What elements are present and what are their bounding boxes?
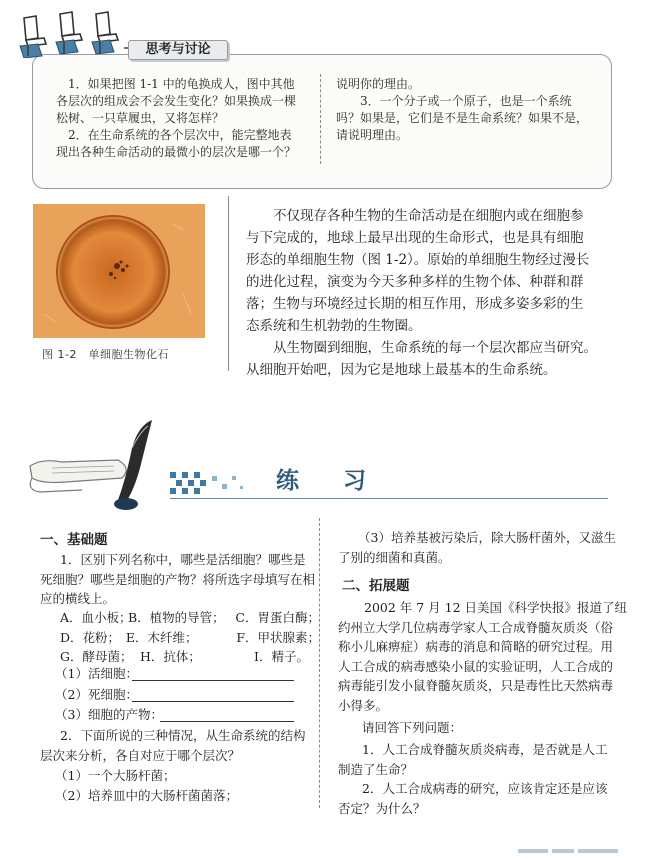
chairs-icon bbox=[18, 8, 138, 58]
option-i: I．精子。 bbox=[254, 649, 309, 664]
q2-line: 2．下面所说的三种情况，从生命系统的结构 bbox=[60, 728, 306, 743]
exercise-title: 练 习 bbox=[276, 468, 385, 494]
discussion-right-text bbox=[336, 76, 588, 144]
basic-q2 bbox=[40, 726, 305, 765]
options-row bbox=[60, 608, 320, 628]
q1-line: 1．区别下列名称中，哪些是活细胞？哪些是 bbox=[60, 552, 306, 567]
discussion-line: 各层次的组成会不会发生变化？如果换成一棵 bbox=[56, 94, 297, 108]
exercise-rule bbox=[170, 498, 608, 499]
column-divider bbox=[319, 518, 320, 808]
discussion-divider bbox=[320, 74, 321, 164]
ext-q-line: 1．人工合成脊髓灰质炎病毒，是否就是人工 bbox=[362, 742, 608, 757]
basic-q1 bbox=[40, 550, 315, 609]
discussion-line: 松树、一只草履虫，又将怎样？ bbox=[56, 111, 225, 125]
body-line: 从生物圈到细胞，生命系统的每一个层次都应当研究。 bbox=[273, 340, 597, 356]
blank-product-label: （3）细胞的产物： bbox=[55, 707, 163, 722]
option-c: C．胃蛋白酶； bbox=[235, 610, 320, 625]
body-paragraphs bbox=[246, 205, 597, 381]
q2-item: （1）一个大肠杆菌； bbox=[55, 768, 176, 783]
discussion-line: 请说明理由。 bbox=[336, 128, 409, 142]
passage-line: 病毒能引发小鼠脊髓灰质炎，只是毒性比天然病毒 bbox=[338, 678, 614, 693]
option-b: B．植物的导管； bbox=[128, 610, 225, 625]
option-g: G．酵母菌； bbox=[60, 649, 133, 664]
passage-line: 称小儿麻痹症）病毒的消息和简略的研究过程。用 bbox=[338, 639, 614, 654]
body-line: 形态的单细胞生物（图 1-2）。原始的单细胞生物经过漫长 bbox=[246, 252, 590, 268]
extension-prompt: 请回答下列问题： bbox=[362, 720, 463, 735]
checker-band-icon bbox=[170, 470, 250, 496]
body-line: 的进化过程，演变为今天多种多样的生物个体、种群和群 bbox=[246, 274, 584, 290]
blank-product-input[interactable] bbox=[160, 721, 294, 722]
blank-dead-label: （2）死细胞： bbox=[55, 687, 138, 702]
ext-q-line: 否定？为什么？ bbox=[338, 800, 426, 816]
passage-line: 人工合成的病毒感染小鼠的实验证明，人工合成的 bbox=[338, 658, 614, 674]
discussion-line: 说明你的理由。 bbox=[336, 77, 421, 91]
extension-passage bbox=[338, 598, 627, 715]
q1-line: 应的横线上。 bbox=[40, 591, 116, 606]
extension-questions bbox=[338, 740, 607, 818]
body-line: 从细胞开始吧，因为它是地球上最基本的生命系统。 bbox=[246, 362, 557, 378]
quill-pen-icon bbox=[22, 418, 172, 514]
blank-live-label: （1）活细胞： bbox=[55, 666, 138, 681]
discussion-line: 1．如果把图 1-1 中的龟换成人，图中其他 bbox=[68, 77, 295, 91]
q1-line: 死细胞？哪些是细胞的产物？将所选字母填写在相 bbox=[40, 571, 316, 587]
passage-line: 约州立大学几位病毒学家人工合成脊髓灰质炎（俗 bbox=[338, 619, 614, 635]
body-line: 态系统和生机勃勃的生物圈。 bbox=[246, 318, 422, 334]
q2-item3-line: （3）培养基被污染后，除大肠杆菌外，又滋生 bbox=[358, 530, 616, 545]
basic-heading: 一、基础题 bbox=[40, 532, 108, 548]
discussion-line: 2．在生命系统的各个层次中，能完整地表 bbox=[68, 128, 292, 142]
discussion-tab: 思考与讨论 bbox=[128, 40, 228, 60]
discussion-line: 吗？如果是，它们是不是生命系统？如果不是， bbox=[336, 111, 589, 125]
ext-q-line: 制造了生命？ bbox=[338, 761, 414, 777]
body-line: 不仅现存各种生物的生命活动是在细胞内或在细胞参 bbox=[273, 208, 584, 224]
option-e: E．木纤维； bbox=[125, 629, 198, 645]
blank-dead-input[interactable] bbox=[132, 701, 294, 702]
q2-item3-line: 了别的细菌和真菌。 bbox=[338, 549, 451, 565]
extension-heading: 二、拓展题 bbox=[342, 578, 410, 594]
option-h: H．抗体； bbox=[140, 649, 201, 664]
option-a: A．血小板； bbox=[60, 610, 132, 625]
discussion-line: 现出各种生命活动的最微小的层次是哪一个？ bbox=[56, 145, 297, 159]
q2-item: （2）培养皿中的大肠杆菌菌落； bbox=[55, 787, 238, 803]
fossil-image bbox=[33, 204, 205, 338]
discussion-line: 3．一个分子或一个原子，也是一个系统 bbox=[360, 94, 572, 108]
options-row bbox=[60, 628, 320, 648]
body-line: 落；生物与环境经过长期的相互作用，形成多姿多彩的生 bbox=[246, 296, 584, 312]
passage-line: 2002 年 7 月 12 日美国《科学快报》报道了纽 bbox=[364, 600, 628, 615]
q2-line: 层次来分析，各自对应于哪个层次？ bbox=[40, 747, 241, 763]
footer-decoration bbox=[518, 848, 638, 854]
passage-line: 小得多。 bbox=[338, 697, 389, 713]
blank-live-input[interactable] bbox=[132, 680, 294, 681]
figure-divider bbox=[228, 196, 229, 371]
option-d: D．花粉； bbox=[60, 629, 121, 645]
ext-q-line: 2．人工合成病毒的研究，应该肯定还是应该 bbox=[362, 781, 608, 796]
q2-item3 bbox=[338, 528, 616, 567]
option-f: F．甲状腺素； bbox=[236, 629, 320, 645]
discussion-left-text bbox=[56, 76, 296, 161]
figure-caption: 图 1-2 单细胞生物化石 bbox=[42, 348, 169, 361]
body-line: 与下完成的，地球上最早出现的生命形式，也是具有细胞 bbox=[246, 230, 584, 246]
q2-items bbox=[55, 766, 238, 805]
options-grid bbox=[60, 608, 320, 667]
